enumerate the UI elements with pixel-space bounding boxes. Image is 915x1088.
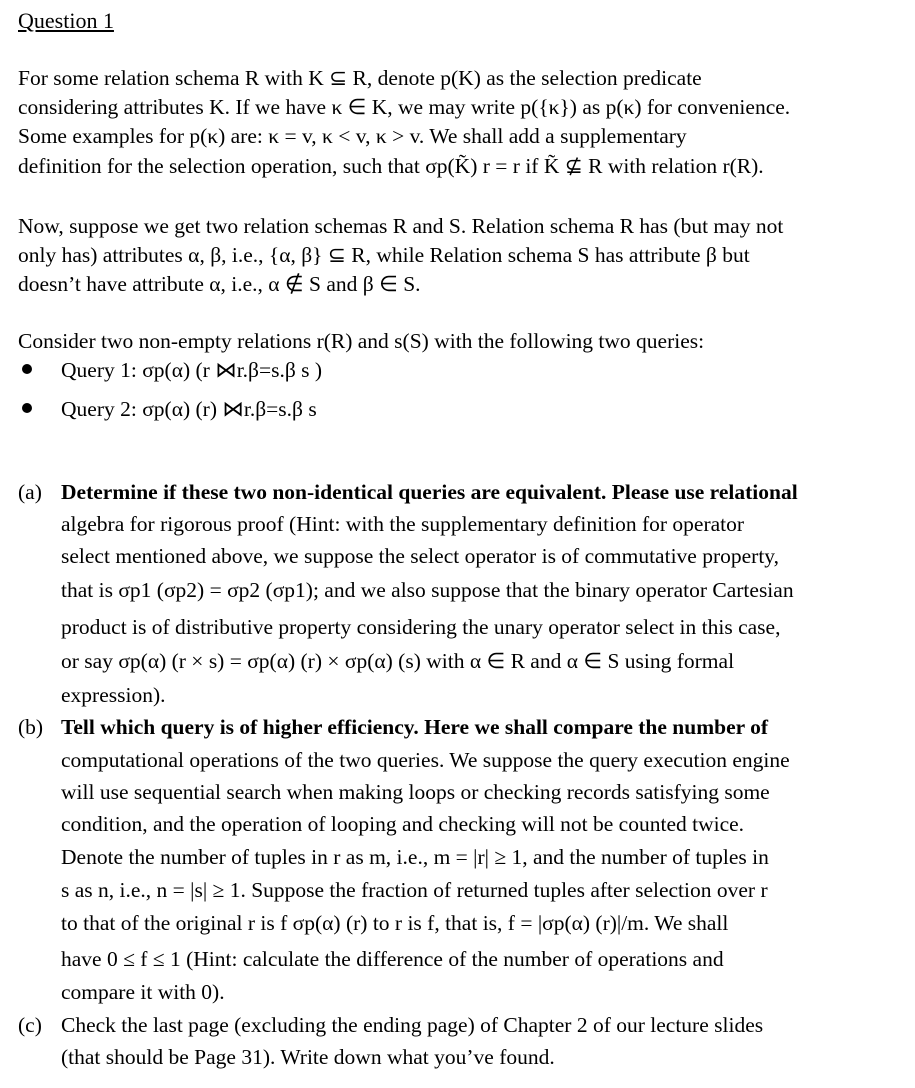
part-c-line: (that should be Page 31). Write down what you’ve found. bbox=[61, 1045, 555, 1069]
part-b-line: Denote the number of tuples in r as m, i.e., m = |r| ≥ 1, and the number of tuples in bbox=[61, 845, 769, 869]
intro-line: Some examples for p(κ) are: κ = v, κ < v, κ > v. We shall add a supplementary bbox=[18, 124, 687, 148]
intro-line: For some relation schema R with K ⊆ R, denote p(K) as the selection predicate bbox=[18, 66, 702, 90]
schema-line: only has) attributes α, β, i.e., {α, β} ⊆ R, while Relation schema S has attribute β but bbox=[18, 243, 750, 267]
bullet-dot bbox=[22, 364, 32, 374]
part-b-line: to that of the original r is f σp(α) (r) to r is f, that is, f = |σp(α) (r)|/m. We shall bbox=[61, 911, 729, 935]
part-b-line: will use sequential search when making loops or checking records satisfying some bbox=[61, 780, 770, 804]
part-a-line: select mentioned above, we suppose the select operator is of commutative property, bbox=[61, 544, 780, 568]
part-b-label: (b) bbox=[18, 715, 44, 739]
bullet-dot bbox=[22, 403, 32, 413]
part-b-line: have 0 ≤ f ≤ 1 (Hint: calculate the difference of the number of operations and bbox=[61, 947, 724, 971]
part-a-line: Determine if these two non-identical queries are equivalent. Please use relational bbox=[61, 480, 798, 504]
part-b-line: compare it with 0). bbox=[61, 980, 225, 1004]
query-2: Query 2: σp(α) (r) ⋈r.β=s.β s bbox=[61, 397, 317, 421]
schema-line: Now, suppose we get two relation schemas R and S. Relation schema R has (but may not bbox=[18, 214, 784, 238]
part-b-line: s as n, i.e., n = |s| ≥ 1. Suppose the fraction of returned tuples after selection over r bbox=[61, 878, 768, 902]
query-1: Query 1: σp(α) (r ⋈r.β=s.β s ) bbox=[61, 358, 323, 382]
part-b-line: condition, and the operation of looping and checking will not be counted twice. bbox=[61, 812, 745, 836]
part-c-label: (c) bbox=[18, 1013, 42, 1037]
part-b-line: Tell which query is of higher efficiency. Here we shall compare the number of bbox=[61, 715, 769, 739]
question-title: Question 1 bbox=[18, 8, 114, 33]
schema-line: doesn’t have attribute α, i.e., α ∉ S and β ∈ S. bbox=[18, 272, 421, 296]
intro-line: considering attributes K. If we have κ ∈ K, we may write p({κ}) as p(κ) for convenience. bbox=[18, 95, 791, 119]
part-a-line: that is σp1 (σp2) = σp2 (σp1); and we also suppose that the binary operator Cartesian bbox=[61, 578, 794, 602]
part-b-line: computational operations of the two queries. We suppose the query execution engine bbox=[61, 748, 790, 772]
part-a-line: expression). bbox=[61, 683, 166, 707]
part-a-line: or say σp(α) (r × s) = σp(α) (r) × σp(α) (s) with α ∈ R and α ∈ S using formal bbox=[61, 649, 735, 673]
intro-line: definition for the selection operation, such that σp(K̃) r = r if K̃ ⊈ R with relation r(R). bbox=[18, 154, 764, 178]
part-a-label: (a) bbox=[18, 480, 42, 504]
part-a-line: algebra for rigorous proof (Hint: with the supplementary definition for operator bbox=[61, 512, 745, 536]
queries-intro: Consider two non-empty relations r(R) and s(S) with the following two queries: bbox=[18, 329, 705, 353]
part-c-line: Check the last page (excluding the ending page) of Chapter 2 of our lecture slides bbox=[61, 1013, 764, 1037]
part-a-line: product is of distributive property considering the unary operator select in this case, bbox=[61, 615, 781, 639]
